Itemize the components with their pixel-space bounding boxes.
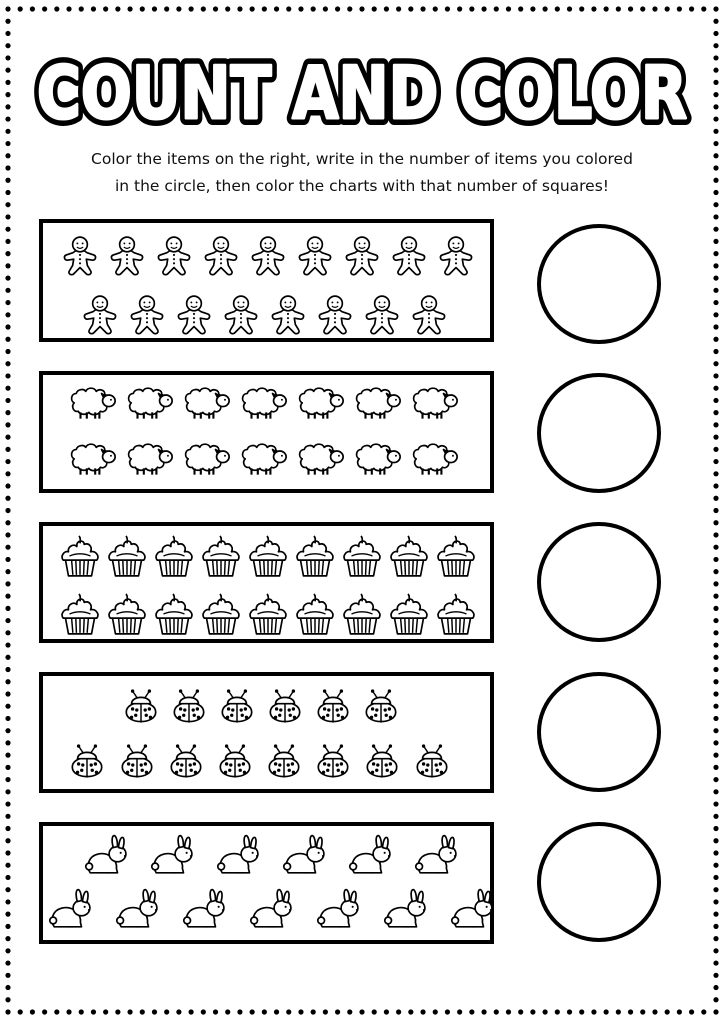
instructions xyxy=(30,146,694,200)
bunny-icon[interactable] xyxy=(184,890,224,927)
gingerbread-items xyxy=(43,223,498,346)
instructions-line-1: Color the items on the right, write in the number of items you colored xyxy=(91,150,633,168)
gingerbread-man-icon[interactable] xyxy=(440,237,471,275)
cupcake-icon[interactable] xyxy=(109,594,145,634)
bunny-icon[interactable] xyxy=(117,890,157,927)
ladybug-answer-circle[interactable] xyxy=(537,672,661,792)
sheep-icon[interactable] xyxy=(186,444,230,474)
gingerbread-man-icon[interactable] xyxy=(413,296,444,334)
ladybug-icon[interactable] xyxy=(174,689,203,722)
bunny-icon[interactable] xyxy=(416,836,456,873)
cupcake-icon[interactable] xyxy=(250,536,286,576)
bunny-items xyxy=(43,826,498,948)
ladybug-icon[interactable] xyxy=(72,744,101,777)
ladybug-icon[interactable] xyxy=(222,689,251,722)
cupcake-icon[interactable] xyxy=(438,536,474,576)
sheep-icon[interactable] xyxy=(357,388,401,418)
cupcake-icon[interactable] xyxy=(203,536,239,576)
gingerbread-man-icon[interactable] xyxy=(319,296,350,334)
ladybug-row-box[interactable] xyxy=(39,672,494,793)
cupcake-icon[interactable] xyxy=(438,594,474,634)
ladybug-icon[interactable] xyxy=(318,689,347,722)
bunny-icon[interactable] xyxy=(86,836,126,873)
cupcake-icon[interactable] xyxy=(250,594,286,634)
sheep-icon[interactable] xyxy=(300,388,344,418)
bunny-icon[interactable] xyxy=(350,836,390,873)
cupcake-icon[interactable] xyxy=(62,536,98,576)
cupcake-answer-circle[interactable] xyxy=(537,522,661,642)
ladybug-icon[interactable] xyxy=(122,744,151,777)
sheep-icon[interactable] xyxy=(414,388,458,418)
gingerbread-man-icon[interactable] xyxy=(131,296,162,334)
ladybug-icon[interactable] xyxy=(171,744,200,777)
sheep-answer-circle[interactable] xyxy=(537,373,661,493)
sheep-icon[interactable] xyxy=(243,444,287,474)
bunny-icon[interactable] xyxy=(251,890,291,927)
sheep-icon[interactable] xyxy=(243,388,287,418)
cupcake-icon[interactable] xyxy=(344,536,380,576)
gingerbread-man-icon[interactable] xyxy=(393,237,424,275)
gingerbread-man-icon[interactable] xyxy=(64,237,95,275)
sheep-icon[interactable] xyxy=(186,388,230,418)
bunny-icon[interactable] xyxy=(284,836,324,873)
instructions-line-2: in the circle, then color the charts with that number of squares! xyxy=(114,177,610,195)
gingerbread-man-icon[interactable] xyxy=(252,237,283,275)
bunny-icon[interactable] xyxy=(385,890,425,927)
sheep-icon[interactable] xyxy=(72,444,116,474)
sheep-icon[interactable] xyxy=(300,444,344,474)
gingerbread-man-icon[interactable] xyxy=(158,237,189,275)
bunny-row-box[interactable] xyxy=(39,822,494,944)
sheep-items xyxy=(43,375,498,497)
cupcake-row-box[interactable] xyxy=(39,522,494,643)
worksheet-title xyxy=(0,38,724,148)
bunny-icon[interactable] xyxy=(452,890,492,927)
gingerbread-man-icon[interactable] xyxy=(84,296,115,334)
gingerbread-man-icon[interactable] xyxy=(205,237,236,275)
ladybug-items xyxy=(43,676,498,797)
gingerbread-man-icon[interactable] xyxy=(299,237,330,275)
gingerbread-man-icon[interactable] xyxy=(178,296,209,334)
gingerbread-man-icon[interactable] xyxy=(111,237,142,275)
sheep-row-box[interactable] xyxy=(39,371,494,493)
ladybug-icon[interactable] xyxy=(366,689,395,722)
bunny-icon[interactable] xyxy=(318,890,358,927)
ladybug-icon[interactable] xyxy=(269,744,298,777)
ladybug-icon[interactable] xyxy=(126,689,155,722)
ladybug-icon[interactable] xyxy=(367,744,396,777)
bunny-answer-circle[interactable] xyxy=(537,822,661,942)
cupcake-items xyxy=(43,526,498,647)
ladybug-icon[interactable] xyxy=(318,744,347,777)
bunny-icon[interactable] xyxy=(218,836,258,873)
gingerbread-man-icon[interactable] xyxy=(366,296,397,334)
sheep-icon[interactable] xyxy=(129,388,173,418)
sheep-icon[interactable] xyxy=(72,388,116,418)
cupcake-icon[interactable] xyxy=(203,594,239,634)
ladybug-icon[interactable] xyxy=(220,744,249,777)
cupcake-icon[interactable] xyxy=(109,536,145,576)
cupcake-icon[interactable] xyxy=(391,536,427,576)
gingerbread-man-icon[interactable] xyxy=(346,237,377,275)
cupcake-icon[interactable] xyxy=(62,594,98,634)
gingerbread-man-icon[interactable] xyxy=(272,296,303,334)
cupcake-icon[interactable] xyxy=(297,594,333,634)
gingerbread-answer-circle[interactable] xyxy=(537,224,661,344)
ladybug-icon[interactable] xyxy=(417,744,446,777)
cupcake-icon[interactable] xyxy=(156,536,192,576)
sheep-icon[interactable] xyxy=(414,444,458,474)
bunny-icon[interactable] xyxy=(152,836,192,873)
bunny-icon[interactable] xyxy=(50,890,90,927)
sheep-icon[interactable] xyxy=(357,444,401,474)
cupcake-icon[interactable] xyxy=(344,594,380,634)
sheep-icon[interactable] xyxy=(129,444,173,474)
cupcake-icon[interactable] xyxy=(391,594,427,634)
title-text-fill: COUNT AND COLOR xyxy=(37,51,687,135)
ladybug-icon[interactable] xyxy=(270,689,299,722)
cupcake-icon[interactable] xyxy=(156,594,192,634)
gingerbread-row-box[interactable] xyxy=(39,219,494,342)
gingerbread-man-icon[interactable] xyxy=(225,296,256,334)
cupcake-icon[interactable] xyxy=(297,536,333,576)
title-text-outline: COUNT AND COLOR xyxy=(37,51,687,135)
